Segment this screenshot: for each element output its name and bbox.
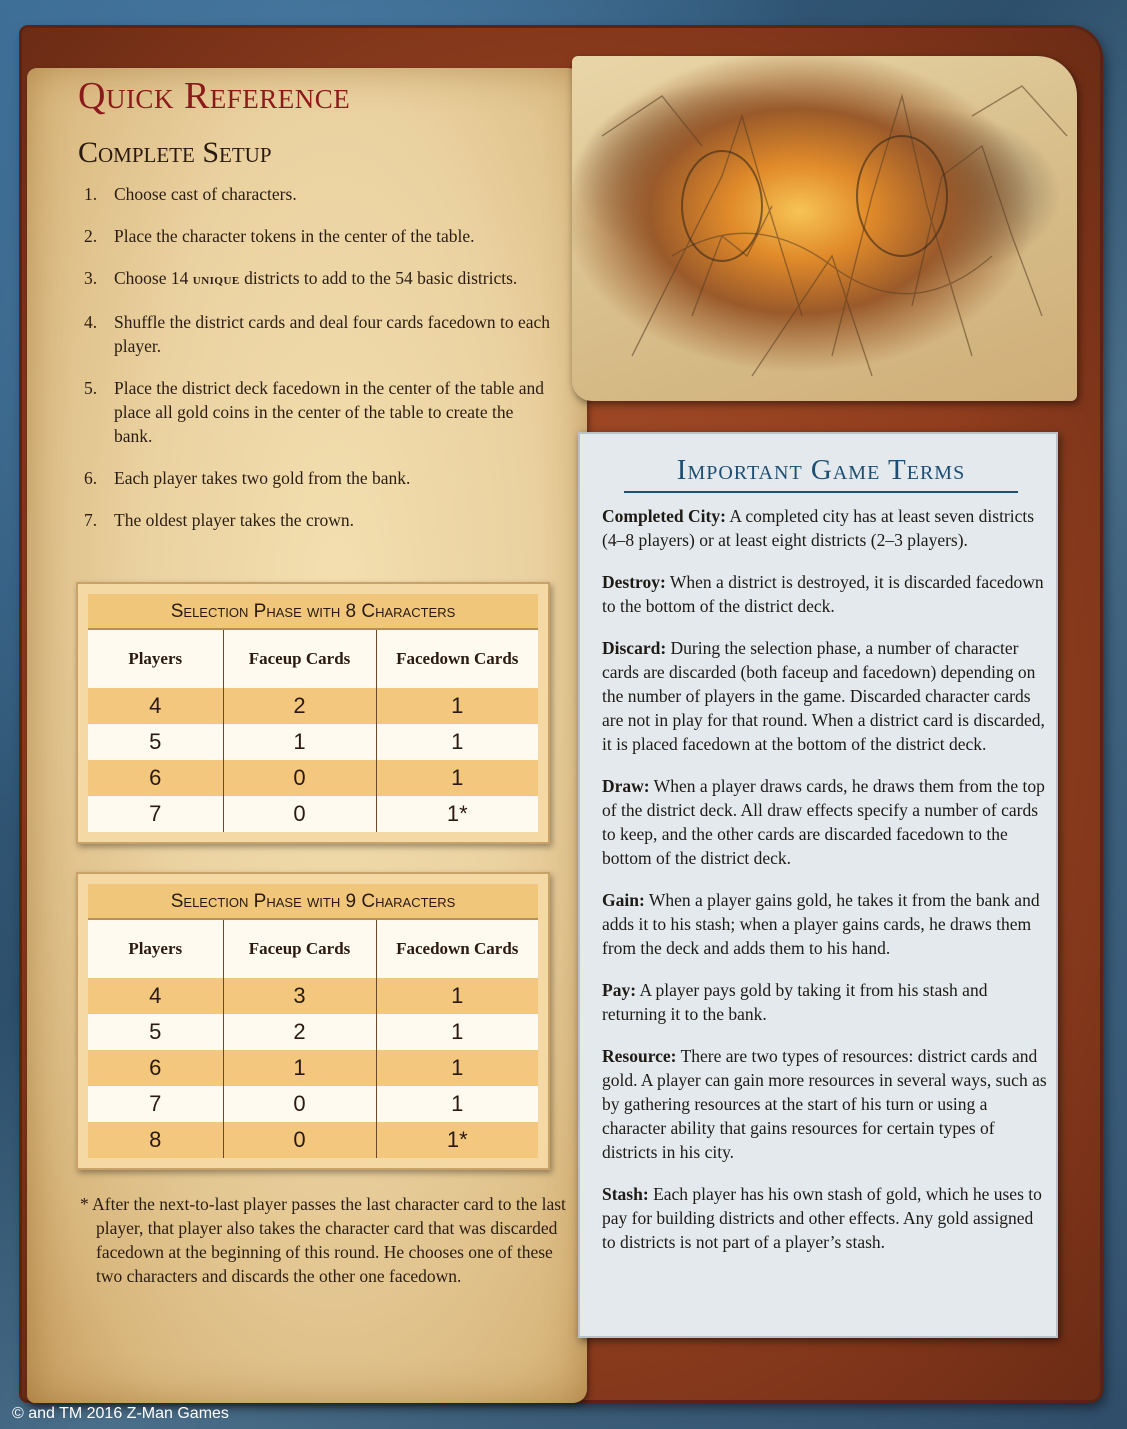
table-row: 5 1 1 [88, 724, 538, 760]
phase-table [88, 630, 538, 832]
copyright-notice: © and TM 2016 Z-Man Games [12, 1405, 229, 1422]
castle-sketch-icon [572, 56, 1077, 401]
term-entry: Resource: There are two types of resources: district cards and gold. A player can gain more resources in several ways, such as by gathering resources at the start of his turn or using a character ability that gains resources for certain types of districts in his city. [602, 1046, 1047, 1162]
table-row: 4 2 1 [88, 688, 538, 724]
column-header: Facedown Cards [376, 920, 538, 978]
table-title: Selection Phase with 8 Characters [88, 594, 538, 630]
terms-heading: Important Game Terms [624, 454, 1018, 493]
table-row: 7 0 1* [88, 796, 538, 832]
phase-table [88, 920, 538, 1158]
column-header: Faceup Cards [223, 630, 376, 688]
setup-step: 2. Place the character tokens in the center of the table. [84, 226, 475, 246]
column-header: Facedown Cards [376, 630, 538, 688]
terms-list [602, 504, 1050, 1272]
table-row: 4 3 1 [88, 978, 538, 1014]
term-entry: Discard: During the selection phase, a number of character cards are discarded (both faceup and facedown) depending on the number of players in the game. Discarded character cards are not in play for that round. When a district card is discarded, it is placed facedown at the bottom of the district deck. [602, 638, 1045, 754]
selection-table-8 [76, 582, 550, 844]
column-header: Players [88, 920, 223, 978]
setup-step: 3. Choose 14 unique districts to add to the 54 basic districts. [84, 268, 518, 288]
footnote: * After the next-to-last player passes the last character card to the last player, that player also takes the character card that was discarded facedown at the beginning of this round. He chooses one of these two characters and discards the other one facedown. [80, 1194, 566, 1286]
castle-illustration [572, 56, 1077, 401]
term-entry: Stash: Each player has his own stash of gold, which he uses to pay for building districts and other effects. Any gold assigned to districts is not part of a player’s stash. [602, 1184, 1042, 1252]
table-row: 5 2 1 [88, 1014, 538, 1050]
term-entry: Completed City: A completed city has at least seven districts (4–8 players) or at least eight districts (2–3 players). [602, 506, 1035, 550]
setup-step: 1. Choose cast of characters. [84, 184, 297, 204]
term-entry: Destroy: When a district is destroyed, it is discarded facedown to the bottom of the district deck. [602, 572, 1044, 616]
setup-step: 6. Each player takes two gold from the bank. [84, 468, 411, 488]
table-row: 6 1 1 [88, 1050, 538, 1086]
setup-step: 4. Shuffle the district cards and deal four cards facedown to each player. [84, 312, 551, 356]
unique-keyword: unique [192, 271, 240, 288]
table-title: Selection Phase with 9 Characters [88, 884, 538, 920]
table-row: 8 0 1* [88, 1122, 538, 1158]
term-entry: Gain: When a player gains gold, he takes it from the bank and adds it to his stash; when a player gains cards, he draws them from the deck and adds them to his hand. [602, 890, 1040, 958]
setup-step: 5. Place the district deck facedown in the center of the table and place all gold coins in the center of the table to create the bank. [84, 378, 545, 446]
setup-heading: Complete Setup [78, 136, 272, 169]
term-entry: Draw: When a player draws cards, he draws them from the top of the district deck. All draw effects specify a number of cards to keep, and the other cards are discarded facedown to the bottom of the district deck. [602, 776, 1045, 868]
table-row: 6 0 1 [88, 760, 538, 796]
game-terms-panel [578, 432, 1058, 1338]
term-entry: Pay: A player pays gold by taking it from his stash and returning it to the bank. [602, 980, 988, 1024]
selection-table-9 [76, 872, 550, 1170]
setup-steps [84, 182, 554, 550]
column-header: Faceup Cards [223, 920, 376, 978]
table-row: 7 0 1 [88, 1086, 538, 1122]
setup-step: 7. The oldest player takes the crown. [84, 510, 355, 530]
column-header: Players [88, 630, 223, 688]
page-title: Quick Reference [78, 75, 351, 117]
